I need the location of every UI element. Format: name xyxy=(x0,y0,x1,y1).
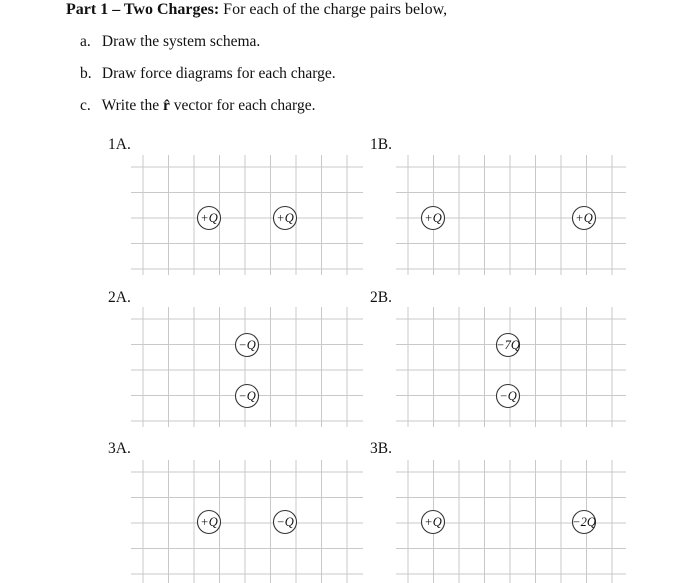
task-text: Draw force diagrams for each charge. xyxy=(101,65,336,82)
charge xyxy=(573,207,596,230)
task-text: Write the xyxy=(101,97,163,114)
charge xyxy=(422,511,445,534)
charge-label: −2Q xyxy=(572,515,596,529)
charge xyxy=(496,334,520,357)
grid-panel-2b xyxy=(396,307,626,427)
task-text: Draw the system schema. xyxy=(101,33,261,50)
charge-label: −Q xyxy=(238,338,256,352)
panel-label-3b: 3B. xyxy=(370,440,392,457)
task-a xyxy=(80,32,260,52)
part-title: Part 1 – Two Charges: xyxy=(66,1,220,18)
charge xyxy=(236,385,259,408)
grid-panel-2a xyxy=(131,307,363,427)
part-heading xyxy=(66,0,447,20)
charge-label: −7Q xyxy=(496,338,520,352)
panel-label-3a: 3A. xyxy=(108,440,131,457)
charge xyxy=(422,207,445,230)
task-text-end: vector for each charge. xyxy=(169,97,316,114)
grid-panel-3b xyxy=(396,460,626,583)
charge-label: −Q xyxy=(499,389,517,403)
panel-label-2b: 2B. xyxy=(370,289,392,306)
task-letter: b. xyxy=(80,65,92,82)
charge-label: +Q xyxy=(424,515,442,529)
charge xyxy=(572,511,596,534)
grid-panel-1b xyxy=(396,155,626,275)
charge-label: −Q xyxy=(276,515,294,529)
charge xyxy=(274,207,297,230)
panel-label-1b: 1B. xyxy=(370,136,392,153)
part-instruction: For each of the charge pairs below, xyxy=(219,1,448,18)
charge-label: +Q xyxy=(575,211,593,225)
charge xyxy=(236,334,259,357)
charge-label: −Q xyxy=(238,389,256,403)
charge-label: +Q xyxy=(276,211,294,225)
task-c xyxy=(80,96,315,116)
charge xyxy=(198,207,221,230)
r-hat-symbol: r̂ xyxy=(162,97,170,114)
task-b xyxy=(80,64,336,84)
task-letter: a. xyxy=(80,33,91,50)
charge-label: +Q xyxy=(200,211,218,225)
task-letter: c. xyxy=(80,97,91,114)
charge-label: +Q xyxy=(424,211,442,225)
grid-panel-1a xyxy=(131,155,363,275)
charge xyxy=(497,385,520,408)
panel-label-2a: 2A. xyxy=(108,289,131,306)
charge xyxy=(198,511,221,534)
panel-label-1a: 1A. xyxy=(108,136,131,153)
charge xyxy=(274,511,297,534)
grid-panel-3a xyxy=(131,460,363,583)
charge-label: +Q xyxy=(200,515,218,529)
